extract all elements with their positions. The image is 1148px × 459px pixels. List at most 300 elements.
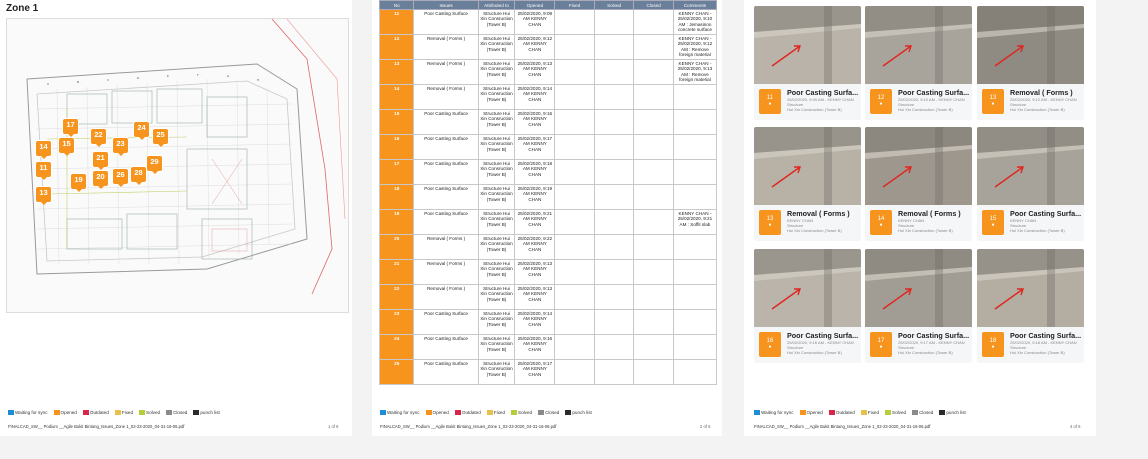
closed-cell [634, 285, 674, 310]
issue-number: 13 [989, 95, 997, 101]
issue-title-cell: Removal ( Forms ) [414, 85, 478, 110]
status-legend [754, 410, 969, 415]
issue-category: Structure [1010, 344, 1027, 350]
column-header: Comments [673, 1, 716, 10]
svg-text:H: H [257, 78, 260, 82]
svg-text:G: G [227, 74, 230, 78]
legend-label: Waiting for sync [761, 410, 794, 415]
legend-label: Closed [545, 410, 560, 415]
opened-cell: 25/02/2020, 9:12 AM KENNY CHAN [515, 35, 555, 60]
legend-swatch [511, 410, 517, 415]
legend-label: Opened [806, 410, 823, 415]
issue-title: Poor Casting Surfa... [898, 88, 970, 97]
legend-label: Waiting for sync [387, 410, 420, 415]
issue-number-cell: 18 [380, 185, 414, 210]
issue-card[interactable] [754, 6, 861, 120]
issue-company: Hui Xin Construction (Tower B) [898, 349, 953, 355]
issue-number-badge [870, 210, 892, 235]
issue-date: KENNY CHAN [898, 218, 925, 223]
issue-photo[interactable] [865, 127, 972, 205]
column-header: Attributed to [478, 1, 514, 10]
comments-cell: KENNY CHAN - 25/02/2020, 9:10 AM : Jemasinon concrete surface [673, 10, 716, 35]
issue-pin[interactable]: 22 [91, 129, 106, 144]
issue-number-cell: 17 [380, 160, 414, 185]
opened-cell: 25/02/2020, 9:22 AM KENNY CHAN [515, 235, 555, 260]
issue-title: Poor Casting Surfa... [787, 331, 859, 340]
issue-date: KENNY CHAN [1010, 218, 1037, 223]
issue-number-cell: 22 [380, 285, 414, 310]
attributed-to-cell: Structure Hui Xin Consruction (Tower B) [478, 360, 514, 385]
issue-number-cell: 15 [380, 110, 414, 135]
legend-swatch [54, 410, 60, 415]
issue-meta [898, 341, 970, 355]
legend-swatch [487, 410, 493, 415]
issue-title-cell: Removal ( Forms ) [414, 285, 478, 310]
issue-title: Poor Casting Surfa... [898, 331, 970, 340]
issue-meta [898, 219, 970, 233]
opened-cell: 25/02/2020, 9:18 AM KENNY CHAN [515, 160, 555, 185]
opened-cell: 25/02/2020, 9:19 AM KENNY CHAN [515, 185, 555, 210]
table-row[interactable] [380, 110, 717, 135]
issue-company: Hui Xin Construction (Tower B) [898, 106, 953, 112]
legend-label: Outdated [835, 410, 855, 415]
issue-number-badge [759, 332, 781, 357]
issue-number-badge [982, 89, 1004, 114]
issue-title: Poor Casting Surfa... [787, 88, 859, 97]
fixed-cell [555, 185, 594, 210]
issue-title-cell: Removal ( Forms ) [414, 260, 478, 285]
closed-cell [634, 260, 674, 285]
issue-number-badge [982, 210, 1004, 235]
comments-cell: KENNY CHAN - 25/02/2020, 9:12 AM : Remove foreign material [673, 35, 716, 60]
issues-table [379, 0, 717, 385]
table-row[interactable] [380, 85, 717, 110]
issue-number-cell: 16 [380, 135, 414, 160]
issue-pin[interactable]: 26 [113, 169, 128, 184]
issue-number: 14 [877, 216, 885, 222]
issue-number: 11 [766, 95, 774, 101]
issue-meta [787, 219, 859, 233]
legend-swatch [139, 410, 145, 415]
legend-label: Outdated [89, 410, 109, 415]
issue-category: Structure [898, 222, 915, 228]
closed-cell [634, 310, 674, 335]
attributed-to-cell: Structure Hui Xin Consruction (Tower B) [478, 85, 514, 110]
comments-cell [673, 235, 716, 260]
fixed-cell [555, 60, 594, 85]
status-dot-icon: ● [879, 222, 883, 228]
table-row[interactable] [380, 335, 717, 360]
status-legend [8, 410, 223, 415]
legend-swatch [885, 410, 891, 415]
issue-meta [787, 341, 859, 355]
closed-cell [634, 185, 674, 210]
legend-label: Waiting for sync [15, 410, 48, 415]
issue-title: Removal ( Forms ) [898, 209, 961, 218]
fixed-cell [555, 110, 594, 135]
issue-photo[interactable] [865, 249, 972, 327]
issue-company: Hui Xin Construction (Tower B) [787, 106, 842, 112]
legend-label: punch list [200, 410, 220, 415]
issue-card[interactable] [977, 127, 1084, 241]
closed-cell [634, 35, 674, 60]
table-row[interactable] [380, 260, 717, 285]
issue-number-badge [870, 332, 892, 357]
issue-pin[interactable]: 24 [134, 122, 149, 137]
table-row[interactable] [380, 10, 717, 35]
status-dot-icon: ● [991, 222, 995, 228]
closed-cell [634, 10, 674, 35]
attributed-to-cell: Structure Hui Xin Consruction (Tower B) [478, 310, 514, 335]
fixed-cell [555, 210, 594, 235]
svg-text:A: A [47, 82, 50, 86]
opened-cell: 25/02/2020, 9:17 AM KENNY CHAN [515, 135, 555, 160]
issue-photo[interactable] [754, 6, 861, 84]
issue-card[interactable] [754, 127, 861, 241]
issue-number-cell: 11 [380, 10, 414, 35]
column-header: No [380, 1, 414, 10]
issue-title-cell: Poor Casting Surface [414, 110, 478, 135]
legend-swatch [538, 410, 544, 415]
comments-cell: KENNY CHAN - 25/02/2020, 9:13 AM : Remove foreign material [673, 60, 716, 85]
issue-title-cell: Poor Casting Surface [414, 160, 478, 185]
solved-cell [594, 210, 634, 235]
legend-swatch [193, 410, 199, 415]
comments-cell [673, 260, 716, 285]
issue-photo[interactable] [977, 249, 1084, 327]
status-dot-icon: ● [991, 101, 995, 107]
page-gap [352, 0, 372, 459]
issue-number-cell: 20 [380, 235, 414, 260]
floor-plan[interactable] [6, 18, 349, 313]
issue-category: Structure [898, 344, 915, 350]
opened-cell: 25/02/2020, 9:09 AM KENNY CHAN [515, 10, 555, 35]
solved-cell [594, 35, 634, 60]
issue-company: Hui Xin Construction (Tower B) [1010, 349, 1065, 355]
issue-photo[interactable] [977, 6, 1084, 84]
status-legend [380, 410, 595, 415]
issue-date: 25/02/2020, 9:12 AM - KENNY CHAN [1010, 97, 1077, 102]
issue-pin[interactable]: 13 [36, 187, 51, 202]
closed-cell [634, 60, 674, 85]
legend-swatch [800, 410, 806, 415]
legend-swatch [166, 410, 172, 415]
page-number: 1 of 6 [328, 424, 339, 429]
issue-company: Hui Xin Construction (Tower B) [1010, 106, 1065, 112]
issue-number-cell: 24 [380, 335, 414, 360]
comments-cell: KENNY CHAN - 25/02/2020, 9:21 AM : Soffit slab [673, 210, 716, 235]
status-dot-icon: ● [768, 101, 772, 107]
issue-company: Hui Xin Construction (Tower B) [787, 227, 842, 233]
issue-photo[interactable] [754, 249, 861, 327]
issue-number-cell: 19 [380, 210, 414, 235]
opened-cell: 25/02/2020, 9:21 AM KENNY CHAN [515, 210, 555, 235]
issue-number: 15 [989, 216, 997, 222]
issue-pin[interactable]: 20 [93, 171, 108, 186]
fixed-cell [555, 310, 594, 335]
fixed-cell [555, 85, 594, 110]
solved-cell [594, 360, 634, 385]
page-number: 4 of 6 [1070, 424, 1081, 429]
column-header: Solved [594, 1, 634, 10]
column-header: Opened [515, 1, 555, 10]
issue-number: 18 [989, 338, 997, 344]
legend-swatch [754, 410, 760, 415]
issue-date: 25/02/2020, 9:16 AM - KENNY CHAN [787, 340, 854, 345]
closed-cell [634, 135, 674, 160]
status-dot-icon: ● [991, 344, 995, 350]
status-dot-icon: ● [768, 344, 772, 350]
issue-meta [1010, 98, 1082, 112]
issue-pin[interactable]: 28 [131, 167, 146, 182]
issue-card[interactable] [977, 6, 1084, 120]
solved-cell [594, 235, 634, 260]
legend-label: Fixed [493, 410, 506, 415]
issue-pin[interactable]: 19 [71, 174, 86, 189]
attributed-to-cell: Structure Hui Xin Consruction (Tower B) [478, 260, 514, 285]
closed-cell [634, 335, 674, 360]
solved-cell [594, 135, 634, 160]
svg-text:C: C [107, 78, 110, 82]
closed-cell [634, 210, 674, 235]
fixed-cell [555, 335, 594, 360]
legend-label: Closed [919, 410, 934, 415]
legend-label: Closed [173, 410, 188, 415]
page-gap [0, 436, 1148, 459]
issue-number-cell: 13 [380, 60, 414, 85]
issue-title-cell: Removal ( Forms ) [414, 235, 478, 260]
issue-pin[interactable]: 23 [113, 138, 128, 153]
issue-meta [787, 98, 859, 112]
issue-card[interactable] [754, 249, 861, 363]
page-issue-table [372, 0, 722, 436]
legend-swatch [861, 410, 867, 415]
opened-cell: 25/02/2020, 9:13 AM KENNY CHAN [515, 60, 555, 85]
issue-date: 25/02/2020, 9:10 AM - KENNY CHAN [898, 97, 965, 102]
solved-cell [594, 10, 634, 35]
issue-title-cell: Poor Casting Surface [414, 335, 478, 360]
legend-swatch [912, 410, 918, 415]
comments-cell [673, 135, 716, 160]
status-dot-icon: ● [768, 222, 772, 228]
issue-number-cell: 21 [380, 260, 414, 285]
issue-title-cell: Poor Casting Surface [414, 310, 478, 335]
issue-number-badge [870, 89, 892, 114]
issue-card[interactable] [865, 249, 972, 363]
legend-swatch [83, 410, 89, 415]
issue-title-cell: Poor Casting Surface [414, 360, 478, 385]
table-row[interactable] [380, 35, 717, 60]
issue-card[interactable] [865, 6, 972, 120]
page-issue-photos [744, 0, 1096, 436]
legend-label: punch list [946, 410, 966, 415]
closed-cell [634, 110, 674, 135]
solved-cell [594, 60, 634, 85]
issue-number: 17 [877, 338, 885, 344]
issue-meta [1010, 219, 1082, 233]
legend-swatch [115, 410, 121, 415]
table-row[interactable] [380, 60, 717, 85]
attributed-to-cell: Structure Hui Xin Consruction (Tower B) [478, 10, 514, 35]
issue-number-cell: 14 [380, 85, 414, 110]
issue-pin[interactable]: 17 [63, 119, 78, 134]
issue-card[interactable] [977, 249, 1084, 363]
page-footer: FINALCAD_SW__ Podium __Agile Bukit Bintang_Issues_Zone 1_02-23-2020_04-31-16-06.pdf [8, 424, 185, 429]
comments-cell [673, 285, 716, 310]
legend-label: Opened [432, 410, 449, 415]
attributed-to-cell: Structure Hui Xin Consruction (Tower B) [478, 60, 514, 85]
issue-number: 12 [877, 95, 885, 101]
issue-date: KENNY CHAN [787, 218, 814, 223]
attributed-to-cell: Structure Hui Xin Consruction (Tower B) [478, 135, 514, 160]
closed-cell [634, 360, 674, 385]
issue-title-cell: Poor Casting Surface [414, 135, 478, 160]
issue-category: Structure [1010, 222, 1027, 228]
legend-label: Fixed [121, 410, 134, 415]
page-title: Zone 1 [6, 3, 39, 14]
issue-number-cell: 25 [380, 360, 414, 385]
legend-label: Solved [146, 410, 161, 415]
column-header: Closed [634, 1, 674, 10]
issue-title: Poor Casting Surfa... [1010, 209, 1082, 218]
fixed-cell [555, 35, 594, 60]
issue-title-cell: Poor Casting Surface [414, 210, 478, 235]
page-gap [722, 0, 744, 459]
issue-category: Structure [787, 344, 804, 350]
issue-company: Hui Xin Construction (Tower B) [787, 349, 842, 355]
table-row[interactable] [380, 285, 717, 310]
svg-text:B: B [77, 80, 80, 84]
issue-pin[interactable]: 14 [36, 141, 51, 156]
issue-pin[interactable]: 15 [59, 138, 74, 153]
issue-number-cell: 23 [380, 310, 414, 335]
issue-photo[interactable] [865, 6, 972, 84]
issue-date: 25/02/2020, 9:18 AM - KENNY CHAN [1010, 340, 1077, 345]
status-dot-icon: ● [879, 101, 883, 107]
issue-photo[interactable] [754, 127, 861, 205]
issue-date: 25/02/2020, 9:17 AM - KENNY CHAN [898, 340, 965, 345]
page-zone-map [0, 0, 352, 436]
solved-cell [594, 160, 634, 185]
issue-title: Removal ( Forms ) [787, 209, 850, 218]
comments-cell [673, 335, 716, 360]
issue-title: Poor Casting Surfa... [1010, 331, 1082, 340]
issue-category: Structure [787, 101, 804, 107]
fixed-cell [555, 285, 594, 310]
table-row[interactable] [380, 360, 717, 385]
fixed-cell [555, 160, 594, 185]
issue-title-cell: Poor Casting Surface [414, 10, 478, 35]
fixed-cell [555, 10, 594, 35]
table-row[interactable] [380, 135, 717, 160]
issue-title: Removal ( Forms ) [1010, 88, 1073, 97]
issue-company: Hui Xin Construction (Tower B) [898, 227, 953, 233]
issue-meta [898, 98, 970, 112]
issue-title-cell: Poor Casting Surface [414, 185, 478, 210]
issue-pin[interactable]: 25 [153, 129, 168, 144]
legend-swatch [565, 410, 571, 415]
page-number: 2 of 6 [700, 424, 711, 429]
fixed-cell [555, 235, 594, 260]
attributed-to-cell: Structure Hui Xin Consruction (Tower B) [478, 235, 514, 260]
issue-title-cell: Removal ( Forms ) [414, 60, 478, 85]
floor-plan-drawing [7, 19, 348, 312]
closed-cell [634, 160, 674, 185]
svg-text:E: E [167, 74, 169, 78]
issue-pin[interactable]: 29 [147, 156, 162, 171]
issue-pin[interactable]: 11 [36, 162, 51, 177]
legend-swatch [939, 410, 945, 415]
solved-cell [594, 310, 634, 335]
legend-swatch [455, 410, 461, 415]
legend-label: punch list [572, 410, 592, 415]
issue-number-cell: 12 [380, 35, 414, 60]
column-header: Issues [414, 1, 478, 10]
issue-number-badge [982, 332, 1004, 357]
svg-text:F: F [197, 73, 199, 77]
issue-category: Structure [898, 101, 915, 107]
legend-label: Solved [518, 410, 533, 415]
issue-card[interactable] [865, 127, 972, 241]
page-gap [1096, 0, 1148, 459]
issue-number: 16 [766, 338, 774, 344]
opened-cell: 25/02/2020, 9:13 AM KENNY CHAN [515, 285, 555, 310]
issue-number: 13 [766, 216, 774, 222]
svg-text:D: D [137, 76, 140, 80]
solved-cell [594, 260, 634, 285]
comments-cell [673, 310, 716, 335]
issue-number-badge [759, 89, 781, 114]
legend-swatch [380, 410, 386, 415]
attributed-to-cell: Structure Hui Xin Consruction (Tower B) [478, 210, 514, 235]
issue-company: Hui Xin Construction (Tower B) [1010, 227, 1065, 233]
table-row[interactable] [380, 185, 717, 210]
legend-label: Outdated [461, 410, 481, 415]
issue-pin[interactable]: 21 [93, 152, 108, 167]
closed-cell [634, 85, 674, 110]
opened-cell: 25/02/2020, 9:14 AM KENNY CHAN [515, 310, 555, 335]
solved-cell [594, 185, 634, 210]
attributed-to-cell: Structure Hui Xin Consruction (Tower B) [478, 335, 514, 360]
comments-cell [673, 85, 716, 110]
table-header-row [380, 1, 717, 10]
opened-cell: 25/02/2020, 9:16 AM KENNY CHAN [515, 110, 555, 135]
legend-label: Fixed [867, 410, 880, 415]
comments-cell [673, 110, 716, 135]
issue-photo[interactable] [977, 127, 1084, 205]
solved-cell [594, 110, 634, 135]
issue-category: Structure [1010, 101, 1027, 107]
fixed-cell [555, 135, 594, 160]
column-header: Fixed [555, 1, 594, 10]
solved-cell [594, 285, 634, 310]
opened-cell: 25/02/2020, 9:17 AM KENNY CHAN [515, 360, 555, 385]
opened-cell: 25/02/2020, 9:16 AM KENNY CHAN [515, 335, 555, 360]
closed-cell [634, 235, 674, 260]
attributed-to-cell: Structure Hui Xin Consruction (Tower B) [478, 160, 514, 185]
comments-cell [673, 360, 716, 385]
table-row[interactable] [380, 160, 717, 185]
legend-swatch [8, 410, 14, 415]
table-row[interactable] [380, 235, 717, 260]
comments-cell [673, 160, 716, 185]
table-row[interactable] [380, 210, 717, 235]
issue-category: Structure [787, 222, 804, 228]
status-dot-icon: ● [879, 344, 883, 350]
table-row[interactable] [380, 310, 717, 335]
solved-cell [594, 335, 634, 360]
issue-date: 25/02/2020, 9:09 AM - KENNY CHAN [787, 97, 854, 102]
